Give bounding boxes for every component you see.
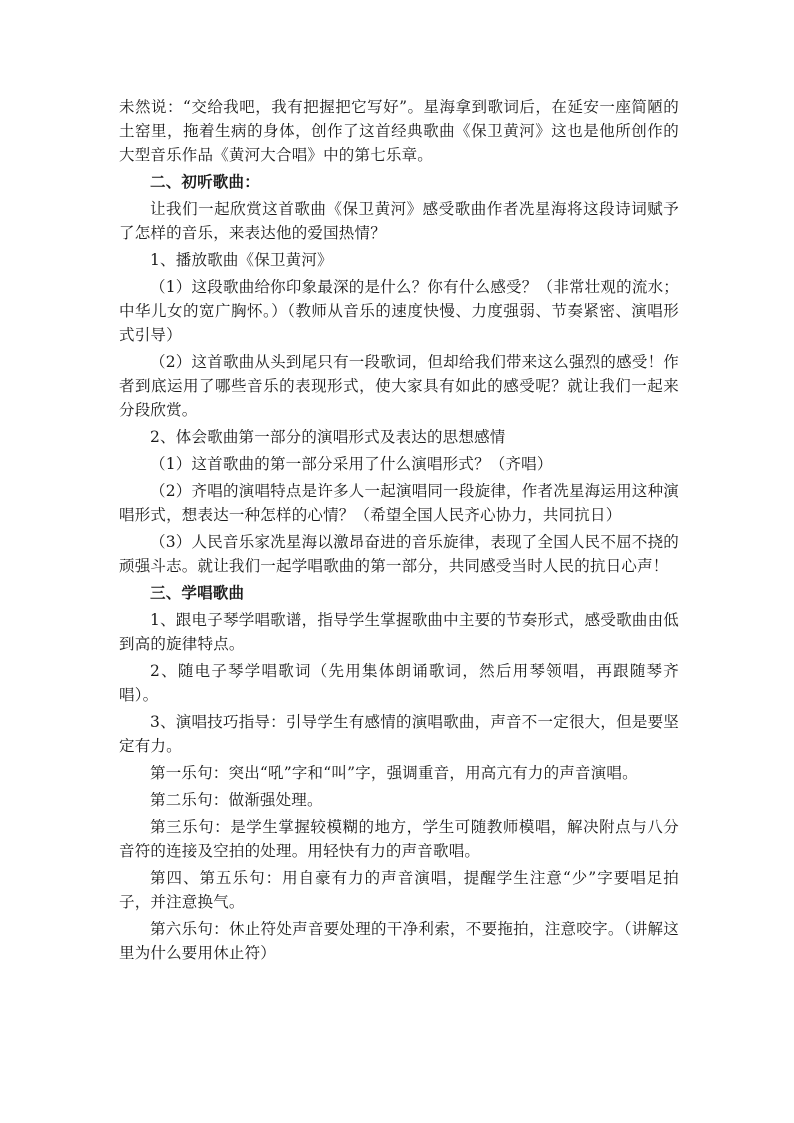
paragraph-phrase-4-5: 第四、第五乐句：用自豪有力的声音演唱，提醒学生注意“少”字要唱足拍子，并注意换气。 <box>119 869 679 911</box>
paragraph-phrase-6: 第六乐句：休止符处声音要处理的干净利索，不要拖拍，注意咬字。（讲解这里为什么要用休止符） <box>119 920 679 962</box>
paragraph-intro: 让我们一起欣赏这首歌曲《保卫黄河》感受歌曲作者冼星海将这段诗词赋予了怎样的音乐，来表达他的爱国热情？ <box>119 200 679 242</box>
paragraph-question-1: （1）这段歌曲给你印象最深的是什么？你有什么感受？（非常壮观的流水；中华儿女的宽广胸怀。）（教师从音乐的速度快慢、力度强弱、节奏紧密、演唱形式引导） <box>119 278 679 344</box>
paragraph-learn-1: 1、跟电子琴学唱歌谱，指导学生掌握歌曲中主要的节奏形式，感受歌曲由低到高的旋律特点。 <box>119 611 679 653</box>
paragraph-step-2: 2、体会歌曲第一部分的演唱形式及表达的思想感情 <box>150 428 506 446</box>
paragraph-step-1: 1、播放歌曲《保卫黄河》 <box>150 251 333 269</box>
paragraph-part1-q1: （1）这首歌曲的第一部分采用了什么演唱形式？（齐唱） <box>150 455 553 473</box>
paragraph-part1-q3: （3）人民音乐家冼星海以激昂奋进的音乐旋律，表现了全国人民不屈不挠的顽强斗志。就让我们一起学唱歌曲的第一部分，共同感受当时人民的抗日心声！ <box>119 533 679 575</box>
document-page <box>119 95 679 968</box>
paragraph-phrase-2: 第二乐句：做渐强处理。 <box>150 791 323 809</box>
section-heading-learn-song: 三、学唱歌曲 <box>150 584 245 602</box>
paragraph-question-2: （2）这首歌曲从头到尾只有一段歌词，但却给我们带来这么强烈的感受！作者到底运用了哪些音乐的表现形式，使大家具有如此的感受呢？就让我们一起来分段欣赏。 <box>119 353 679 419</box>
paragraph-phrase-3: 第三乐句：是学生掌握较模糊的地方，学生可随教师模唱，解决附点与八分音符的连接及空拍的处理。用轻快有力的声音歌唱。 <box>119 818 679 860</box>
section-heading-first-listen: 二、初听歌曲： <box>150 173 260 191</box>
paragraph-part1-q2: （2）齐唱的演唱特点是许多人一起演唱同一段旋律，作者冼星海运用这种演唱形式，想表达一种怎样的心情？（希望全国人民齐心协力，共同抗日） <box>119 482 679 524</box>
paragraph-phrase-1: 第一乐句：突出“吼”字和“叫”字，强调重音，用高亢有力的声音演唱。 <box>150 764 638 782</box>
continuation-paragraph: 未然说：“交给我吧，我有把握把它写好”。星海拿到歌词后，在延安一座简陋的土窑里，拖着生病的身体，创作了这首经典歌曲《保卫黄河》这也是他所创作的大型音乐作品《黄河大合唱》中的第七乐章。 <box>119 98 679 164</box>
paragraph-learn-3: 3、演唱技巧指导：引导学生有感情的演唱歌曲，声音不一定很大，但是要坚定有力。 <box>119 713 679 755</box>
paragraph-learn-2: 2、随电子琴学唱歌词（先用集体朗诵歌词，然后用琴领唱，再跟随琴齐唱）。 <box>119 662 679 704</box>
